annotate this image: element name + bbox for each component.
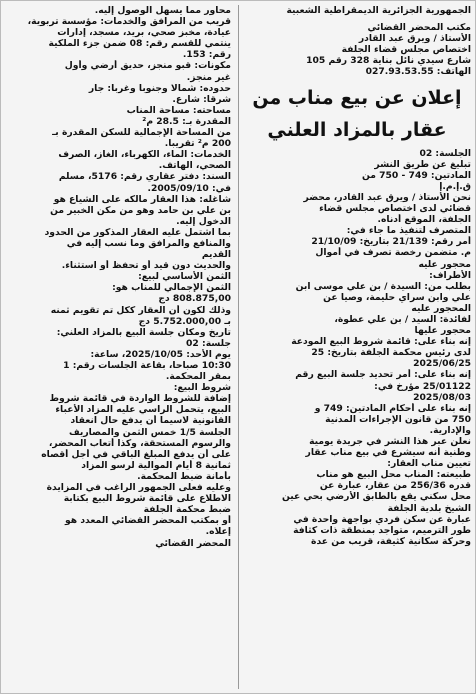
text-line: أمر رقم: 21/139 بتاريخ: 21/10/09 (311, 236, 471, 248)
text-line: الجلفة، الموقع أدناه. (377, 214, 471, 226)
text-line: والمنافع والمرافق وما نسب إليه في (66, 237, 231, 249)
text-line: نحن الأستاذ / ويرق عبد القادر، محضر (303, 191, 471, 203)
text-line: والإدارية. (429, 424, 471, 436)
text-line: والحديث دون قيد أو تحفظ أو استثناء. (61, 260, 231, 272)
text-line: بمقر المحكمة. (165, 371, 231, 383)
text-line: يوم الأحد: 2025/10/05، ساعة: (90, 348, 231, 360)
text-line: مساحته: مساحة المناب (126, 104, 231, 116)
text-line: شرقا: شارع. (172, 93, 231, 105)
office-line: الهاتف: 027.93.53.55 (365, 66, 471, 78)
column-divider (238, 5, 239, 689)
text-line: الخدمات: الماء، الكهرباء، الغاز، الصرف (58, 149, 231, 161)
text-line: محجور عليها (414, 325, 471, 337)
text-line: ق.إ.م.إ (439, 180, 471, 192)
text-line: م. متضمن رخصة تصرف في أموال (315, 247, 471, 259)
text-line: القانونية لاسيما أن يدفع حال انعقاد (70, 415, 231, 427)
text-line: شاغله: هذا العقار مالكه على الشياع هو (53, 193, 231, 205)
text-line: رقم: 153. (182, 49, 231, 61)
text-line: قضائي لدى اختصاص مجلس قضاء (319, 203, 471, 215)
text-line: تعيين مناب العقار: (387, 458, 471, 470)
text-line: قدره 256/36 من عقار، عبارة عن (319, 480, 471, 492)
text-line: القديم (201, 249, 231, 261)
text-line: في: 2005/09/10. (147, 182, 231, 194)
text-line: المتصرف لتنفيذ ما جاء في: (346, 225, 471, 237)
text-line: وحركة سكانية كثيفة، قريب من عدة (311, 535, 471, 547)
office-line: مكتب المحضر القضائي (367, 22, 471, 34)
text-line: مكونات: قبو منجز، حديق أرضي وأول (64, 60, 231, 72)
text-line: الدخول إليه. (176, 215, 231, 227)
notice-title-line-1: إعلان عن بيع مناب من (252, 86, 462, 109)
left-column (3, 5, 231, 549)
text-line: لدى رئيس محكمة الجلفة بتاريخ: 25 (311, 347, 471, 359)
right-body (243, 181, 471, 547)
text-line: طور الترميم، متواجد بمنطقة ذات كثافة (293, 524, 471, 536)
text-line: المحضر القضائي (155, 537, 231, 549)
session-line: المادتين: 749 - 750 من (361, 169, 471, 181)
text-line: عبارة عن سكن فردي بواجهة واحدة في (293, 513, 471, 525)
text-line: بن علي بن حامد وهو من مكن الخبير من (50, 204, 231, 216)
text-line: ينتمي للقسم رقم: 08 ضمن جزء الملكية (48, 38, 231, 50)
text-line: حدوده: شمالا وجنوبا وغربا: جار (88, 82, 231, 94)
text-line: غير منجز. (186, 71, 231, 83)
text-line: الثمن الإجمالي للمناب هو: (112, 282, 231, 294)
right-column (243, 5, 471, 547)
header-line: الجمهورية الجزائرية الديمقراطية الشعبية (286, 5, 471, 16)
text-line: البيع، يتحمل الراسي عليه المزاد الأعباء (55, 404, 231, 416)
text-line: 25/01122 مؤرخ في: (374, 380, 471, 392)
text-line: محاور مما يسهل الوصول إليه. (94, 5, 231, 16)
text-line: تاريخ ومكان جلسة البيع بالمزاد العلني: (56, 326, 231, 338)
session-line: تبليغ عن طريق النشر (374, 158, 471, 170)
text-line: محل سكني يقع بالطابق الأرضي بحي عين (281, 491, 471, 503)
office-line: شارع سيدي نائل بناية 328 رقم 105 (306, 55, 471, 67)
text-line: على أن يدفع المبلغ الباقي في أجل أقصاه (41, 448, 231, 460)
text-line: والرسوم المستحقة، وكذا أتعاب المحضر، (48, 437, 231, 449)
text-line: قريب من المرافق والخدمات: مؤسسة تربوية، (27, 16, 231, 28)
text-line: الثمن الأساسي لبيع: (138, 271, 231, 283)
text-line: الصحي، الهاتف. (158, 160, 231, 172)
text-line: شروط البيع: (173, 382, 231, 394)
office-line: اختصاص مجلس قضاء الجلفة (341, 44, 471, 56)
text-line: إضافة للشروط الواردة في قائمة شروط (49, 393, 231, 405)
text-line: بما اشتمل عليه العقار المذكور من الحدود (44, 226, 231, 238)
text-line: الجلسة 1/5 خمس الثمن والمصاريف (68, 426, 231, 438)
text-line: طبيعته: المناب محل البيع هو مناب (316, 469, 471, 481)
office-line: الأستاذ / ويرق عبد القادر (358, 33, 471, 45)
text-line: ثمانية 8 أيام الموالية لرسو المزاد (81, 459, 231, 471)
text-line: 2025/08/03 (413, 391, 471, 403)
text-line: الاطلاع على قائمة شروط البيع بكتابة (63, 493, 231, 505)
text-line: وطنية أنه سيشرع في بيع مناب عقار (305, 447, 471, 459)
text-line: المقدرة بـ: 28.5 م² (142, 115, 231, 127)
text-line: بأمانة ضبط المحكمة. (137, 470, 231, 482)
text-line: 808.875,00 دج (158, 293, 231, 305)
text-line: إنه بناء على: قائمة شروط البيع المودعة (291, 336, 471, 348)
text-line: جلسة: 02 (186, 337, 231, 349)
text-line: ضبط محكمة الجلفة (143, 504, 231, 516)
text-line: وذلك لكون أن العقار ككل تم تقويم ثمنه (50, 304, 231, 316)
text-line: إنه بناء على أحكام المادتين: 749 و (314, 402, 471, 414)
notice-title-line-2: عقار بالمزاد العلني (267, 118, 447, 141)
text-line: المحجور عليه (411, 302, 471, 314)
text-line: عيادة، مخبز صحي، بريد، مسجد، إدارات (57, 27, 231, 39)
text-line: الأطراف: (429, 269, 471, 281)
text-line: لفائدة: السيد / بن علي عطوة، (334, 313, 471, 325)
text-line: علي وابن سراي حليمة، وصيا عن (323, 291, 471, 303)
text-line: بـ 5.752.000,00 دج (138, 315, 231, 327)
text-line: نعلن عبر هذا النشر في جريدة يومية (309, 436, 471, 447)
text-line: 200 م² تقريبا. (164, 138, 231, 150)
text-line: 10:30 صباحا، بقاعة الجلسات رقم: 1 (63, 360, 231, 371)
left-body (3, 5, 231, 549)
text-line: إنه بناء على: أمر تحديد جلسة البيع رقم (295, 369, 471, 381)
text-line: محجور عليه (418, 258, 471, 270)
text-line: وعليه فعلى الجمهور الراغب في المزايدة (46, 482, 231, 494)
text-line: أو بمكتب المحضر القضائي المعدد هو (65, 515, 231, 527)
text-line: من المساحة الإجمالية للسكن المقدرة بـ (52, 127, 231, 139)
text-line: 2025/06/25 (413, 358, 471, 370)
text-line: 750 من قانون الإجراءات المدنية (325, 413, 471, 425)
text-line: بطلب من: السيدة / بن علي موسى ابن (295, 280, 471, 292)
text-line: السند: دفتر عقاري رقم: 5176، مسلم (58, 171, 231, 183)
text-line: إعلاه. (205, 526, 231, 538)
session-line: الجلسة: 02 (419, 147, 471, 159)
text-line: الشيخ بلدية الجلفة (387, 502, 471, 514)
